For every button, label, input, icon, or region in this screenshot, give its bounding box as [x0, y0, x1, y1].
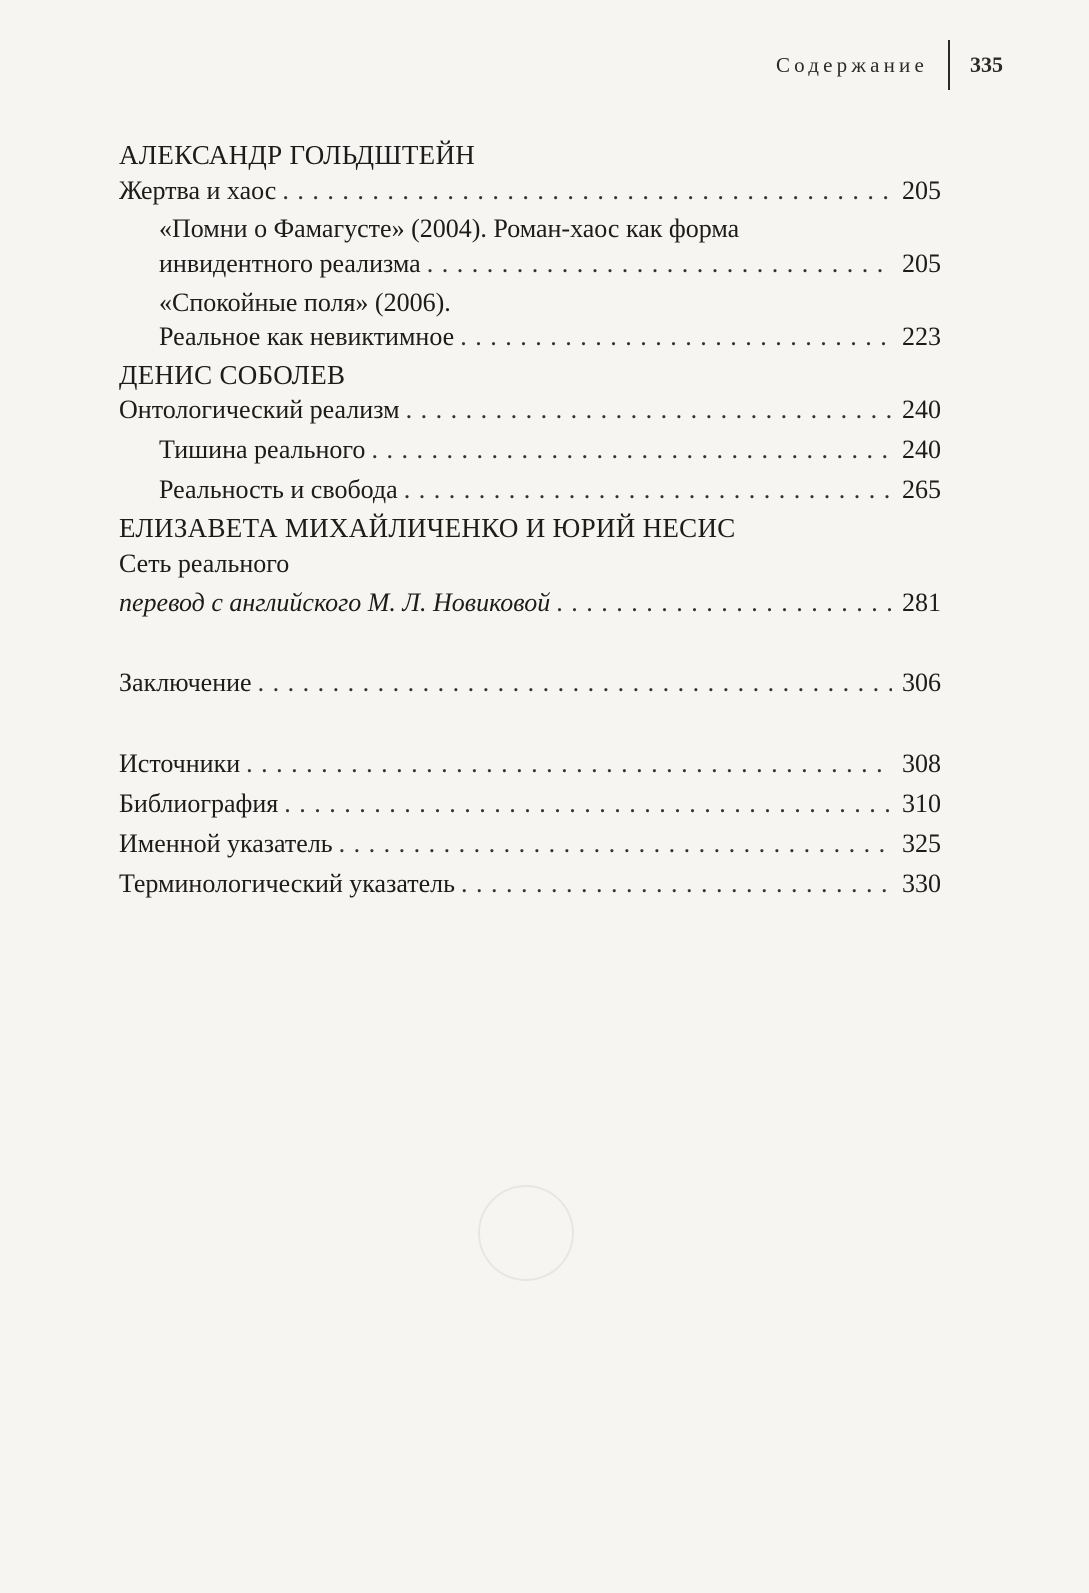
- toc-entry-page: 330: [902, 869, 941, 898]
- author-heading: ДЕНИС СОБОЛЕВ: [119, 360, 346, 390]
- toc-entry-title: Источники: [119, 749, 241, 778]
- toc-entry-title: Терминологический указатель: [119, 869, 455, 898]
- toc-entry-title: Жертва и хаос: [119, 176, 277, 205]
- toc-entry-title: инвидентного реализма: [159, 249, 421, 278]
- toc-entry-page: 205: [902, 249, 941, 278]
- toc-entry[interactable]: [119, 747, 941, 781]
- toc-entry-title: Реальность и свобода: [159, 475, 398, 504]
- author-heading: ЕЛИЗАВЕТА МИХАЙЛИЧЕНКО И ЮРИЙ НЕСИС: [119, 513, 736, 543]
- dot-leader: [460, 320, 892, 354]
- show-through-seal: [478, 1185, 574, 1281]
- section-title: Содержание: [775, 52, 928, 77]
- dot-leader: [284, 787, 892, 821]
- toc-entry-title: Именной указатель: [119, 829, 333, 858]
- toc-entry-title: перевод с английского М. Л. Новиковой: [119, 588, 551, 617]
- toc-entry-title: Реальное как невиктимное: [159, 322, 455, 351]
- toc-entry[interactable]: [119, 867, 941, 901]
- toc-entry-title: Библиография: [119, 789, 279, 818]
- toc-entry[interactable]: [119, 666, 941, 700]
- toc-entry-page: 308: [902, 749, 941, 778]
- dot-leader: [282, 174, 892, 208]
- dot-leader: [246, 747, 892, 781]
- toc-entry[interactable]: [119, 393, 941, 427]
- toc-entry-page: 240: [902, 395, 941, 424]
- toc-entry-page: 240: [902, 435, 941, 464]
- toc-entry-title-line: Сеть реального: [119, 549, 290, 578]
- dot-leader: [371, 433, 892, 467]
- dot-leader: [404, 473, 892, 507]
- dot-leader: [258, 666, 892, 700]
- dot-leader: [427, 247, 892, 281]
- toc-entry-title-line: «Помни о Фамагусте» (2004). Роман-хаос как форма: [159, 214, 740, 243]
- toc-entry-page: 265: [902, 475, 941, 504]
- toc-entry-title: Тишина реального: [159, 435, 366, 464]
- toc-entry[interactable]: [119, 827, 941, 861]
- toc-entry-page: 281: [902, 588, 941, 617]
- toc-entry-page: 306: [902, 668, 941, 697]
- toc-entry-page: 310: [902, 789, 941, 818]
- toc-entry-title-line: «Спокойные поля» (2006).: [159, 288, 451, 317]
- running-header: [776, 40, 1003, 90]
- toc-entry[interactable]: [159, 473, 941, 507]
- page-number: 335: [970, 52, 1003, 77]
- toc-entry[interactable]: [159, 320, 941, 354]
- toc-entry-page: 223: [902, 322, 941, 351]
- dot-leader: [406, 393, 892, 427]
- toc-entry[interactable]: [159, 247, 941, 281]
- toc-entry-page: 205: [902, 176, 941, 205]
- dot-leader: [556, 586, 892, 620]
- author-heading: АЛЕКСАНДР ГОЛЬДШТЕЙН: [119, 140, 476, 170]
- toc-entry-title: Заключение: [119, 668, 252, 697]
- dot-leader: [461, 867, 892, 901]
- toc-entry-title: Онтологический реализм: [119, 395, 400, 424]
- toc-entry[interactable]: [119, 586, 941, 620]
- toc-entry-page: 325: [902, 829, 941, 858]
- toc-entry[interactable]: [159, 433, 941, 467]
- toc-entry[interactable]: [119, 787, 941, 821]
- toc-entry[interactable]: [119, 174, 941, 208]
- dot-leader: [339, 827, 892, 861]
